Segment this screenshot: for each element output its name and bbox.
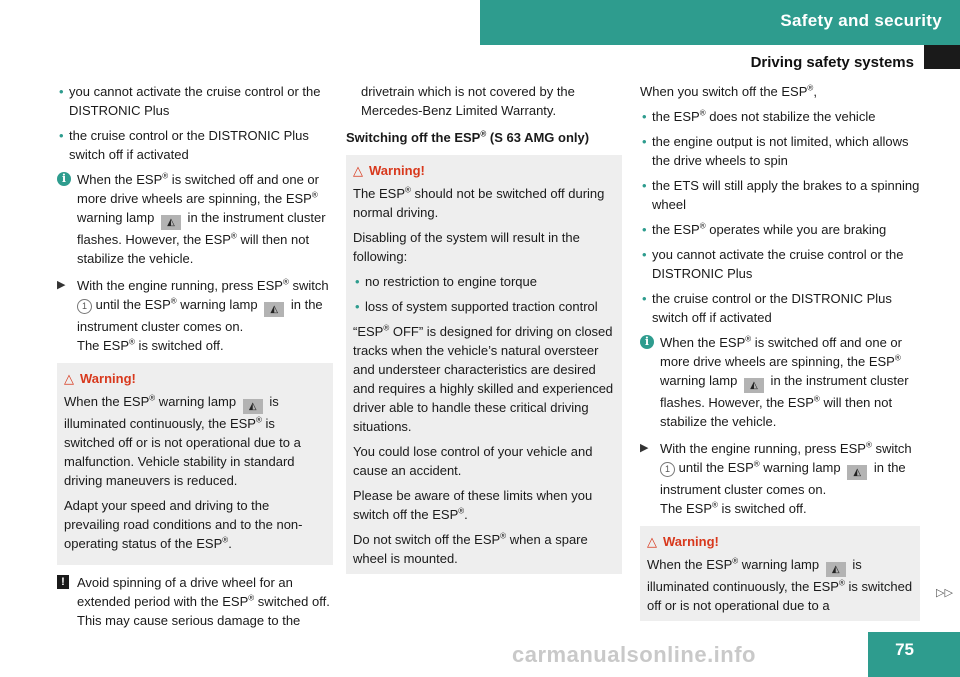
warning-text: Adapt your speed and driving to the prevailing road conditions and to the non-operating status of the ESP®. [64, 498, 303, 551]
bullet-dot: • [59, 84, 64, 99]
bullet-dot: • [642, 134, 647, 149]
warning-triangle-icon: △ [647, 534, 657, 549]
exclamation-icon: ! [57, 575, 69, 589]
list-item: • the cruise control or the DISTRONIC Plus switch off if activated [642, 291, 892, 325]
caution-note: ! Avoid spinning of a drive wheel for an extended period with the ESP® switched off. This may cause serious damage to the [57, 573, 333, 630]
warning-text: Please be aware of these limits when you switch off the ESP®. [353, 488, 593, 522]
warning-box [57, 363, 333, 565]
warning-text: Do not switch off the ESP® when a spare wheel is mounted. [353, 531, 588, 566]
warning-box [346, 155, 622, 574]
warning-text: You could lose control of your vehicle and cause an accident. [353, 444, 593, 478]
section-title: Safety and security [780, 11, 942, 30]
warning-text: When the ESP® warning lamp ◭ is illuminated continuously, the ESP® is switched off or is not operational due to a malfunction. Vehicle stability in standard driving maneuvers is reduced. [64, 393, 301, 488]
bullet-dot: • [642, 291, 647, 306]
instruction-step: ▶ With the engine running, press ESP® switch 1 until the ESP® warning lamp ◭ in the instrument cluster comes on. The ESP® is switched off. [57, 277, 329, 353]
callout-number-icon: 1 [660, 462, 675, 477]
list-item: • the cruise control or the DISTRONIC Plus switch off if activated [59, 128, 309, 162]
callout-number-icon: 1 [77, 299, 92, 314]
instruction-step: ▶ With the engine running, press ESP® switch 1 until the ESP® warning lamp ◭ in the instrument cluster comes on. The ESP® is switched off. [640, 440, 912, 516]
warning-title: △ Warning! [353, 163, 425, 178]
column-1 [57, 82, 333, 638]
warning-text: The ESP® should not be switched off during normal driving. [353, 185, 605, 220]
esp-warning-lamp-icon: ◭ [826, 562, 846, 577]
list-item: • the ESP® operates while you are braking [642, 221, 887, 237]
bullet-dot: • [355, 299, 360, 314]
warning-text: When the ESP® warning lamp ◭ is illuminated continuously, the ESP® is switched off or is not operational due to a [647, 556, 913, 613]
intro-text: When you switch off the ESP®, [640, 83, 817, 99]
page-number: 75 [895, 640, 914, 659]
list-item: • the engine output is not limited, which allows the drive wheels to spin [642, 134, 909, 168]
warning-text: Disabling of the system will result in the following: [353, 230, 580, 264]
info-note: i When the ESP® is switched off and one or more drive wheels are spinning, the ESP® warning lamp ◭ in the instrument cluster flashes. However, the ESP® will then not stabilize the vehicle. [57, 170, 333, 268]
info-icon: i [57, 172, 71, 186]
list-item: • you cannot activate the cruise control or the DISTRONIC Plus [642, 247, 904, 281]
info-note: i When the ESP® is switched off and one or more drive wheels are spinning, the ESP® warning lamp ◭ in the instrument cluster flashes. However, the ESP® will then not stabilize the vehicle. [640, 333, 920, 431]
warning-title: △ Warning! [64, 371, 136, 386]
esp-warning-lamp-icon: ◭ [161, 215, 181, 230]
watermark: carmanualsonline.info [512, 642, 756, 667]
continued-arrows-icon: ▷▷ [936, 587, 953, 599]
bullet-dot: • [59, 128, 64, 143]
header-marker [924, 45, 960, 69]
column-3 [640, 82, 920, 621]
bullet-dot: • [642, 247, 647, 262]
section-heading: Switching off the ESP® (S 63 AMG only) [346, 129, 590, 145]
bullet-dot: • [642, 222, 647, 237]
list-item: • no restriction to engine torque [355, 274, 537, 289]
instruction-arrow-icon: ▶ [57, 279, 66, 291]
bullet-dot: • [355, 274, 360, 289]
esp-warning-lamp-icon: ◭ [264, 302, 284, 317]
column-2 [346, 82, 622, 582]
subsection-title: Driving safety systems [750, 54, 914, 71]
esp-warning-lamp-icon: ◭ [847, 465, 867, 480]
warning-triangle-icon: △ [64, 371, 74, 386]
bullet-dot: • [642, 178, 647, 193]
esp-warning-lamp-icon: ◭ [744, 378, 764, 393]
warning-triangle-icon: △ [353, 163, 363, 178]
header-band [480, 0, 960, 45]
bullet-dot: • [642, 109, 647, 124]
list-item: • you cannot activate the cruise control or the DISTRONIC Plus [59, 84, 321, 118]
info-icon: i [640, 335, 654, 349]
list-item: • the ETS will still apply the brakes to a spinning wheel [642, 178, 920, 212]
warning-title: △ Warning! [647, 534, 719, 549]
continued-text: drivetrain which is not covered by the Mercedes-Benz Limited Warranty. [361, 84, 575, 118]
esp-warning-lamp-icon: ◭ [243, 399, 263, 414]
instruction-arrow-icon: ▶ [640, 442, 649, 454]
list-item: • loss of system supported traction control [355, 299, 598, 314]
warning-box [640, 526, 920, 621]
list-item: • the ESP® does not stabilize the vehicle [642, 108, 876, 124]
warning-text: “ESP® OFF” is designed for driving on closed tracks when the vehicle’s natural oversteer and understeer characteristics are desired and requires a highly skilled and experienced driver able to handle these critical driving situations. [353, 323, 614, 434]
page-number-box [868, 632, 960, 677]
